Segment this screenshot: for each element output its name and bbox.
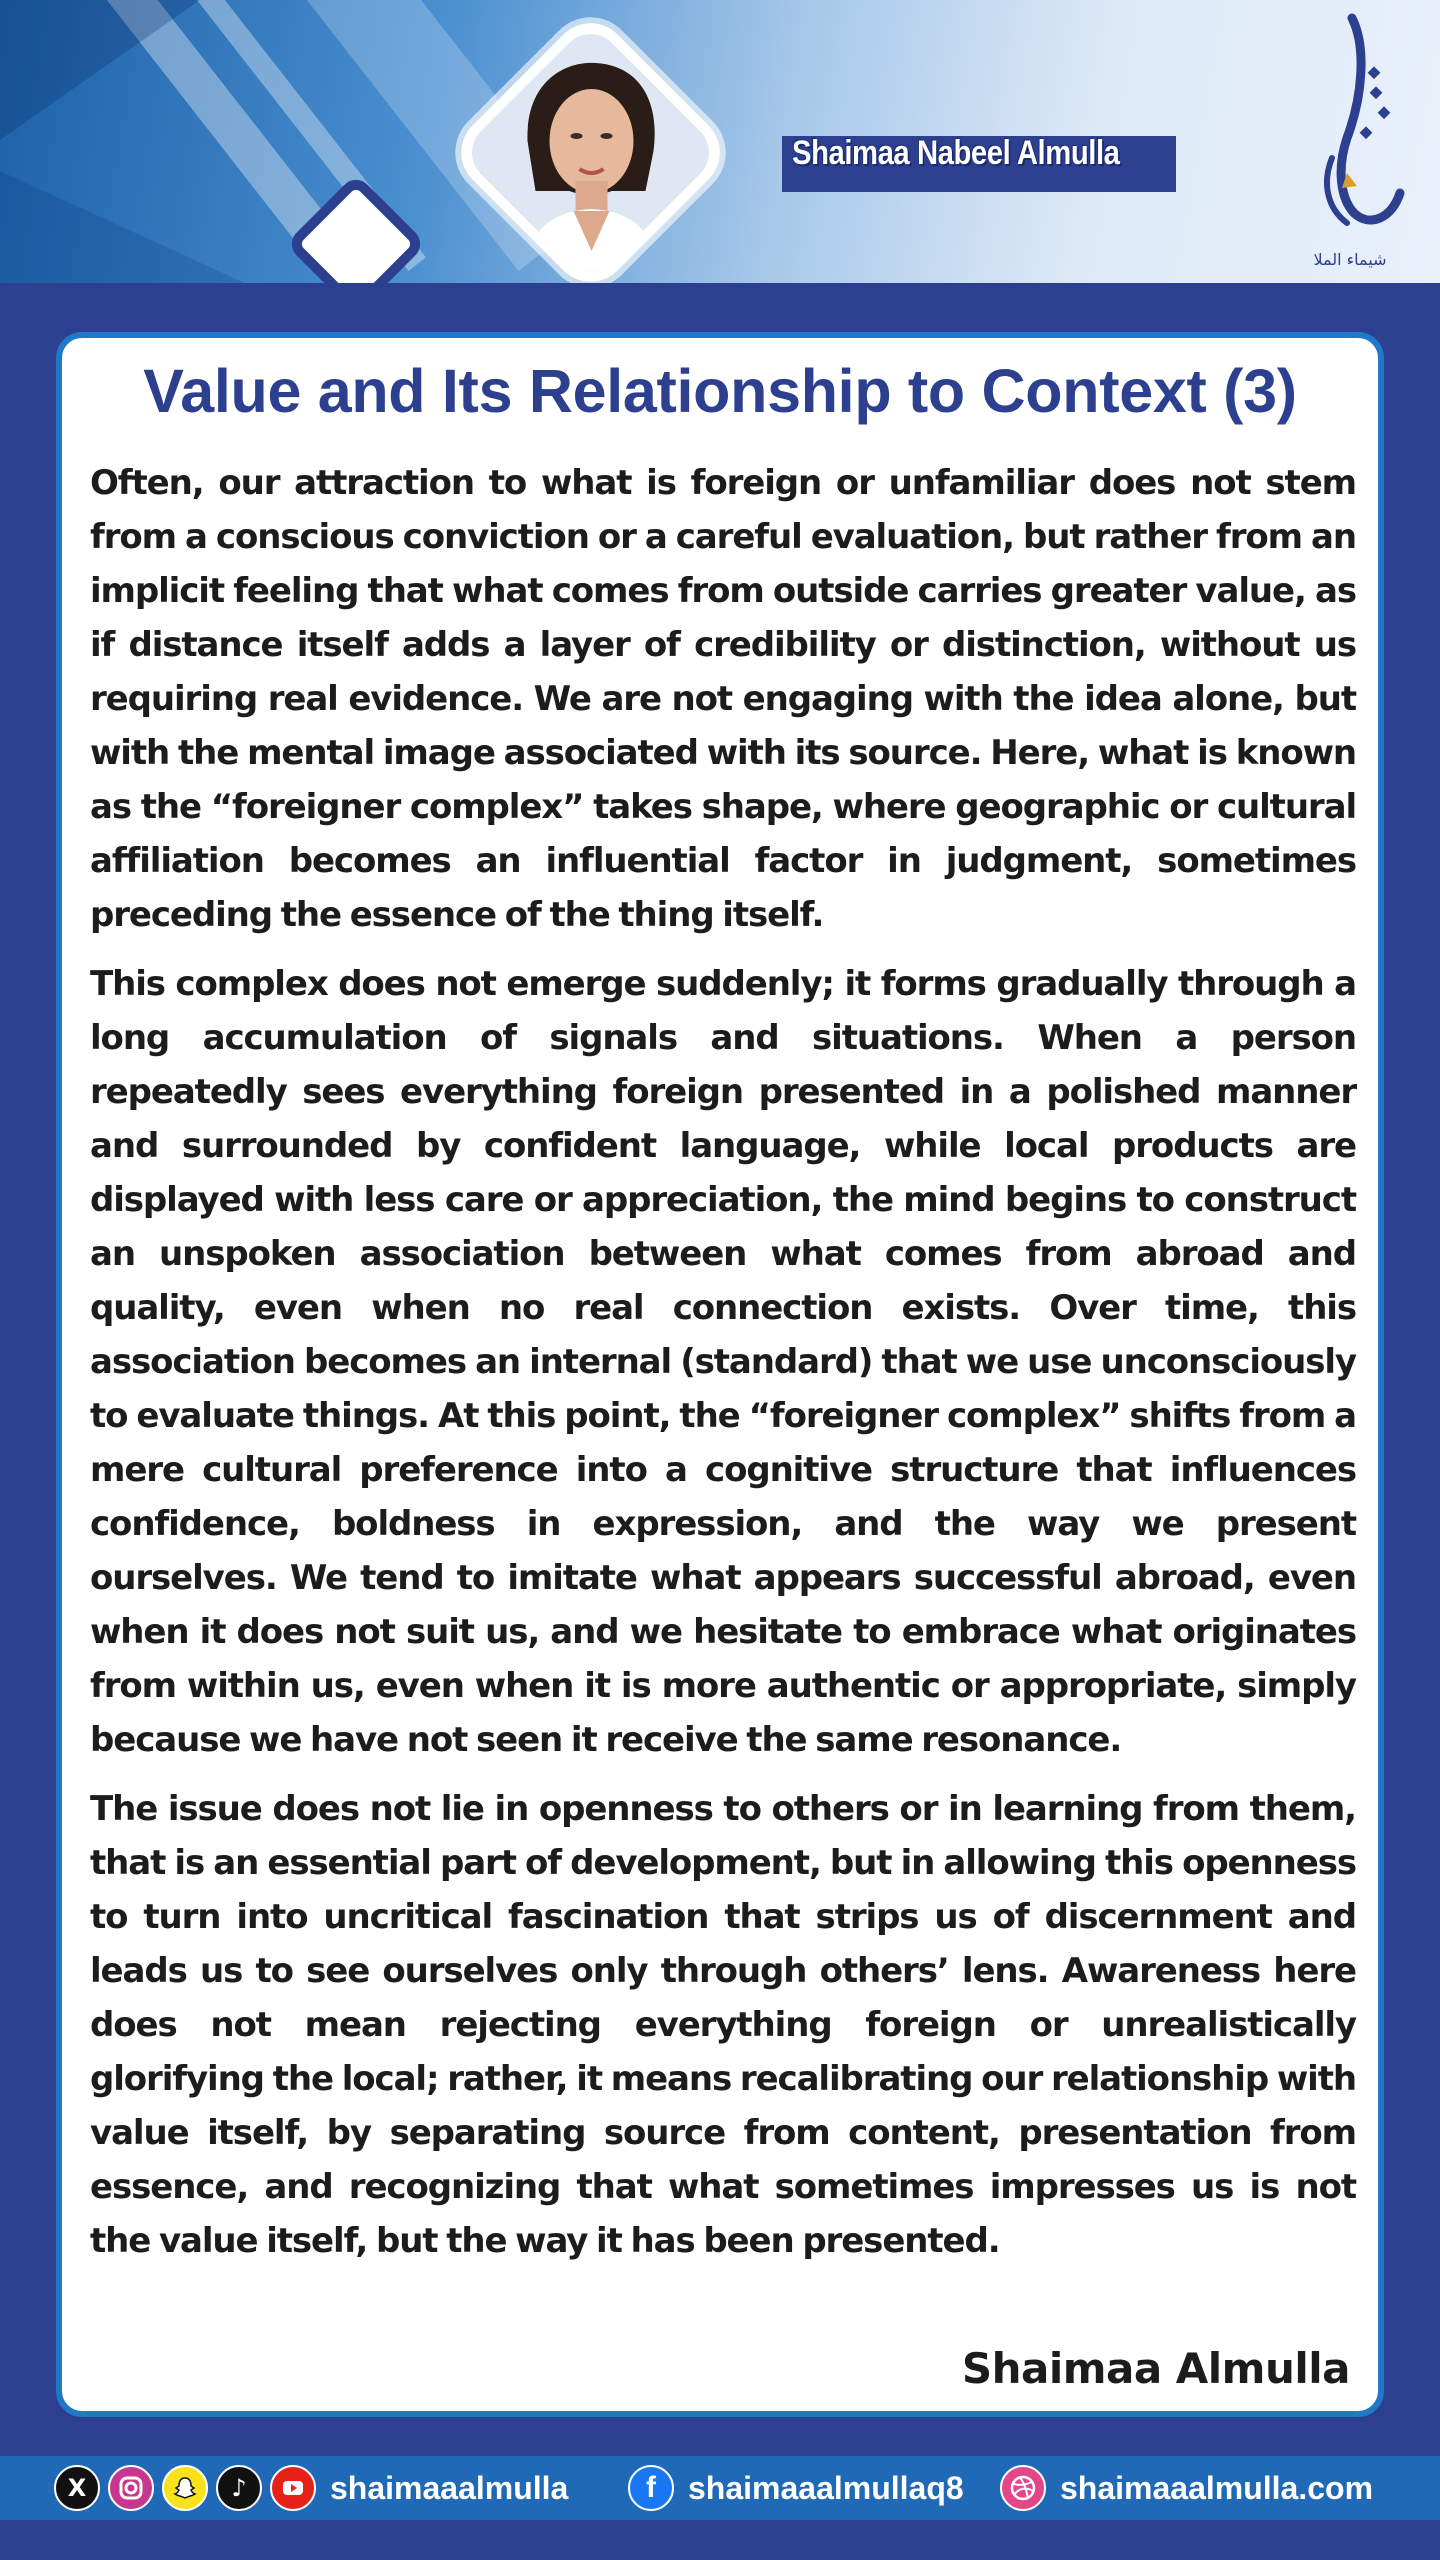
facebook-icon[interactable]: f <box>628 2465 674 2511</box>
article-card <box>56 332 1384 2417</box>
snapchat-icon[interactable] <box>162 2465 208 2511</box>
social-footer <box>0 2456 1440 2520</box>
youtube-icon[interactable] <box>270 2465 316 2511</box>
article-paragraph: Often, our attraction to what is foreign or unfamiliar does not stem from a conscious conviction or a careful evaluation, but rather from an implicit feeling that what comes from outside carries greater value, as if distance itself adds a layer of credibility or distinction, without us requiring real evidence. We are not engaging with the idea alone, but with the mental image associated with its source. Here, what is known as the “foreigner complex” takes shape, where geographic or cultural affiliation becomes an influential factor in judgment, sometimes preceding the essence of the thing itself. <box>90 463 1356 935</box>
facebook-handle[interactable]: shaimaaalmullaq8 <box>688 2469 964 2506</box>
article-title: Value and Its Relationship to Context (3) <box>143 357 1297 425</box>
calligraphy-logo-icon <box>1292 8 1422 278</box>
x-icon[interactable]: X <box>54 2465 100 2511</box>
social-group <box>54 2466 568 2510</box>
logo-caption: شيماء الملا <box>1313 250 1387 269</box>
author-name-tag <box>782 136 1176 192</box>
author-photo <box>446 8 736 283</box>
dribbble-globe-icon[interactable] <box>1000 2465 1046 2511</box>
article-paragraph: This complex does not emerge suddenly; it forms gradually through a long accumulation of signals and situations. When a person repeatedly sees everything foreign presented in a polished manner and surrounded by confident language, while local products are displayed with less care or appreciation, the mind begins to construct an unspoken association between what comes from abroad and quality, even when no real connection exists. Over time, this association becomes an internal (standard) that we use unconsciously to evaluate things. At this point, the “foreigner complex” shifts from a mere cultural preference into a cognitive structure that influences confidence, boldness in expression, and the way we present ourselves. We tend to imitate what appears successful abroad, even when it does not suit us, and we hesitate to embrace what originates from within us, even when it is more authentic or appropriate, simply because we have not seen it receive the same resonance. <box>90 964 1356 1760</box>
social-handle[interactable]: shaimaaalmulla <box>330 2469 569 2506</box>
website-group <box>1000 2466 1373 2510</box>
website-link[interactable]: shaimaaalmulla.com <box>1060 2469 1374 2506</box>
tiktok-icon[interactable]: ♪ <box>216 2465 262 2511</box>
author-name: Shaimaa Nabeel Almulla <box>792 134 1120 172</box>
article-paragraph: The issue does not lie in openness to others or in learning from them, that is an essential part of development, but in allowing this openness to turn into uncritical fascination that strips us of discernment and leads us to see ourselves only through others’ lens. Awareness here does not mean rejecting everything foreign or unrealistically glorifying the local; rather, it means recalibrating our relationship with value itself, by separating source from content, presentation from essence, and recognizing that what sometimes impresses us is not the value itself, but the way it has been presented. <box>90 1789 1356 2261</box>
facebook-group <box>628 2466 964 2510</box>
author-signature: Shaimaa Almulla <box>961 2344 1350 2393</box>
instagram-icon[interactable] <box>108 2465 154 2511</box>
header-banner <box>0 0 1440 283</box>
article-body <box>90 456 1356 2283</box>
